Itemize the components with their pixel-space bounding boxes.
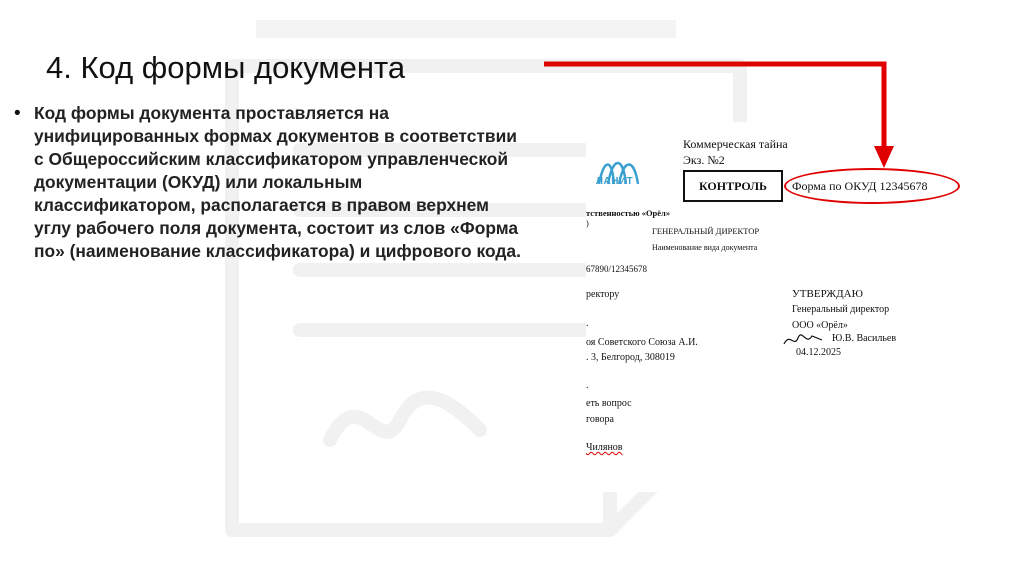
doc-type-name: Наименование вида документа <box>652 243 758 252</box>
body-dot: . <box>586 380 589 391</box>
copy-number: Экз. №2 <box>683 153 725 167</box>
approve-signer: Ю.В. Васильев <box>832 333 897 344</box>
classifier-codes: 67890/12345678 <box>586 264 648 274</box>
signer-name: Чилянов <box>586 442 623 453</box>
addressee-dot: . <box>586 318 589 329</box>
commercial-secret-label: Коммерческая тайна <box>683 137 788 151</box>
body-line-2: говора <box>586 414 614 425</box>
lanit-logo-icon <box>596 140 642 200</box>
bullet-marker: • <box>14 103 21 124</box>
body-line-1: еть вопрос <box>586 398 632 409</box>
approve-heading: УТВЕРЖДАЮ <box>792 288 863 300</box>
form-code-highlight <box>784 168 960 204</box>
addressee-address: . 3, Белгород, 308019 <box>586 352 675 363</box>
bullet-list <box>14 102 534 263</box>
approve-date: 04.12.2025 <box>796 347 841 358</box>
organization-short: ) <box>586 218 589 228</box>
addressee-name: оя Советского Союза А.И. <box>586 337 698 348</box>
approve-organization: ООО «Орёл» <box>792 320 848 331</box>
control-stamp: КОНТРОЛЬ <box>683 170 783 202</box>
document-sample <box>586 122 962 492</box>
addressee-title: ректору <box>586 289 620 300</box>
approve-role: Генеральный директор <box>792 304 890 315</box>
slide-title: 4. Код формы документа <box>46 50 406 85</box>
organization-name: тственностью «Орёл» <box>586 208 671 218</box>
form-code: Форма по ОКУД 12345678 <box>792 179 928 193</box>
bullet-text: Код формы документа проставляется на унифицированных формах документов в соответствии с Общероссийским классификатором управленческой документации (ОКУД) или локальным классификатором, располагается в правом верхнем углу рабочего поля документа, состоит из слов «Форма по» (наименование классификатора) и цифрового кода. <box>34 103 521 261</box>
logo-text: ЛАНИТ <box>596 176 634 187</box>
general-director-caption: ГЕНЕРАЛЬНЫЙ ДИРЕКТОР <box>652 226 760 236</box>
